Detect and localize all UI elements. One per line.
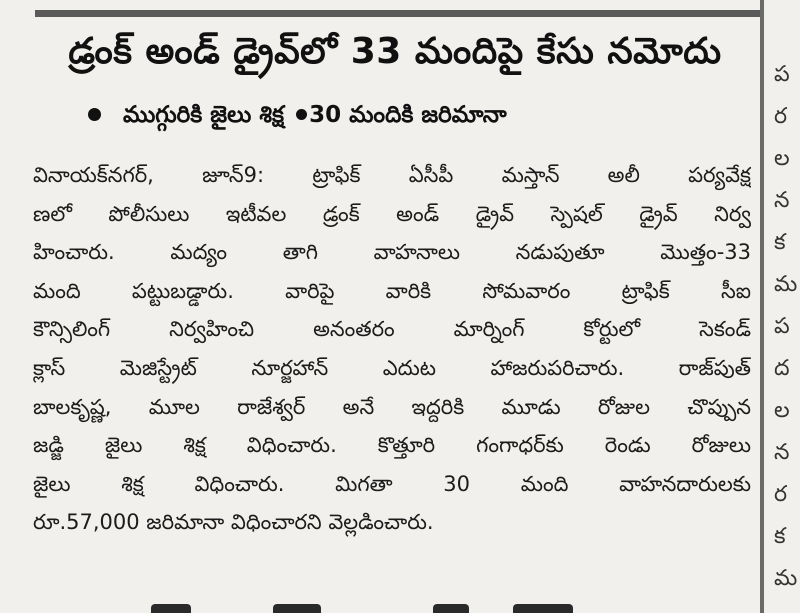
adjacent-column-glyph: క	[774, 230, 786, 255]
article-body-line: బాలకృష్ణ, మూల రాజేశ్వర్ అనే ఇద్దరికి మూడు రోజుల చొప్పున	[33, 394, 751, 419]
adjacent-column-glyph: ల	[774, 146, 790, 171]
article-body-line: రూ.57,000 జరిమానా విధించారని వెల్లడించారు.	[33, 510, 434, 535]
adjacent-column-glyph: మ	[774, 566, 798, 591]
adjacent-column-glyph: న	[774, 188, 790, 213]
column-divider	[760, 0, 764, 613]
adjacent-column-glyph: ప	[774, 62, 790, 87]
adjacent-column-glyph: ర	[774, 482, 788, 507]
article-body-line: వినాయక్‌నగర్, జూన్9: ట్రాఫిక్ ఏసీపీ మస్తాన్ అలీ పర్యవేక్ష	[33, 163, 751, 187]
adjacent-column-glyph: ప	[774, 314, 790, 339]
article-body-line: క్లాస్ మెజిస్ట్రేట్ నూర్జహాన్ ఎదుట హాజరుపరిచారు. రాజ్‌పుత్	[33, 355, 751, 380]
article-body	[33, 156, 751, 542]
subhead-part-2: 30 మందికి జరిమానా	[309, 102, 507, 128]
cut-off-next-line	[33, 598, 753, 613]
adjacent-column-glyph: ల	[774, 398, 790, 423]
article-body-line: ణలో పోలీసులు ఇటీవల డ్రంక్ అండ్ డ్రైవ్ స్పెషల్ డ్రైవ్ నిర్వ	[33, 201, 751, 226]
adjacent-column-glyph: మ	[774, 272, 798, 297]
article-subheadline	[80, 99, 740, 131]
article-body-line: జైలు శిక్ష విధించారు. మిగతా 30 మంది వాహనదారులకు	[33, 471, 751, 496]
subhead-part-1: ముగ్గురికి జైలు శిక్ష	[123, 102, 285, 128]
adjacent-column-glyph: ర	[774, 104, 788, 129]
bullet-icon	[296, 109, 307, 120]
bullet-icon	[88, 108, 101, 121]
article-body-line: జడ్జి జైలు శిక్ష విధించారు. కొత్తూరి గంగాధర్‌కు రెండు రోజులు	[33, 433, 751, 458]
article-body-line: కౌన్సిలింగ్ నిర్వహించి అనంతరం మార్నింగ్ కోర్టులో సెకండ్	[33, 317, 751, 342]
adjacent-column-glyph: న	[774, 440, 790, 465]
article-body-line: మంది పట్టుబడ్డారు. వారిపై వారికి సోమవారం ట్రాఫిక్ సీఐ	[33, 278, 751, 303]
article-body-line: హించారు. మద్యం తాగి వాహనాలు నడుపుతూ మొత్తం-33	[33, 240, 751, 265]
adjacent-column-fragment	[770, 0, 800, 613]
adjacent-column-glyph: క	[774, 524, 786, 549]
article-headline: డ్రంక్ అండ్ డ్రైవ్‌లో 33 మందిపై కేసు నమోదు	[68, 31, 722, 72]
top-rule	[35, 10, 760, 17]
adjacent-column-glyph: ద	[774, 356, 790, 381]
